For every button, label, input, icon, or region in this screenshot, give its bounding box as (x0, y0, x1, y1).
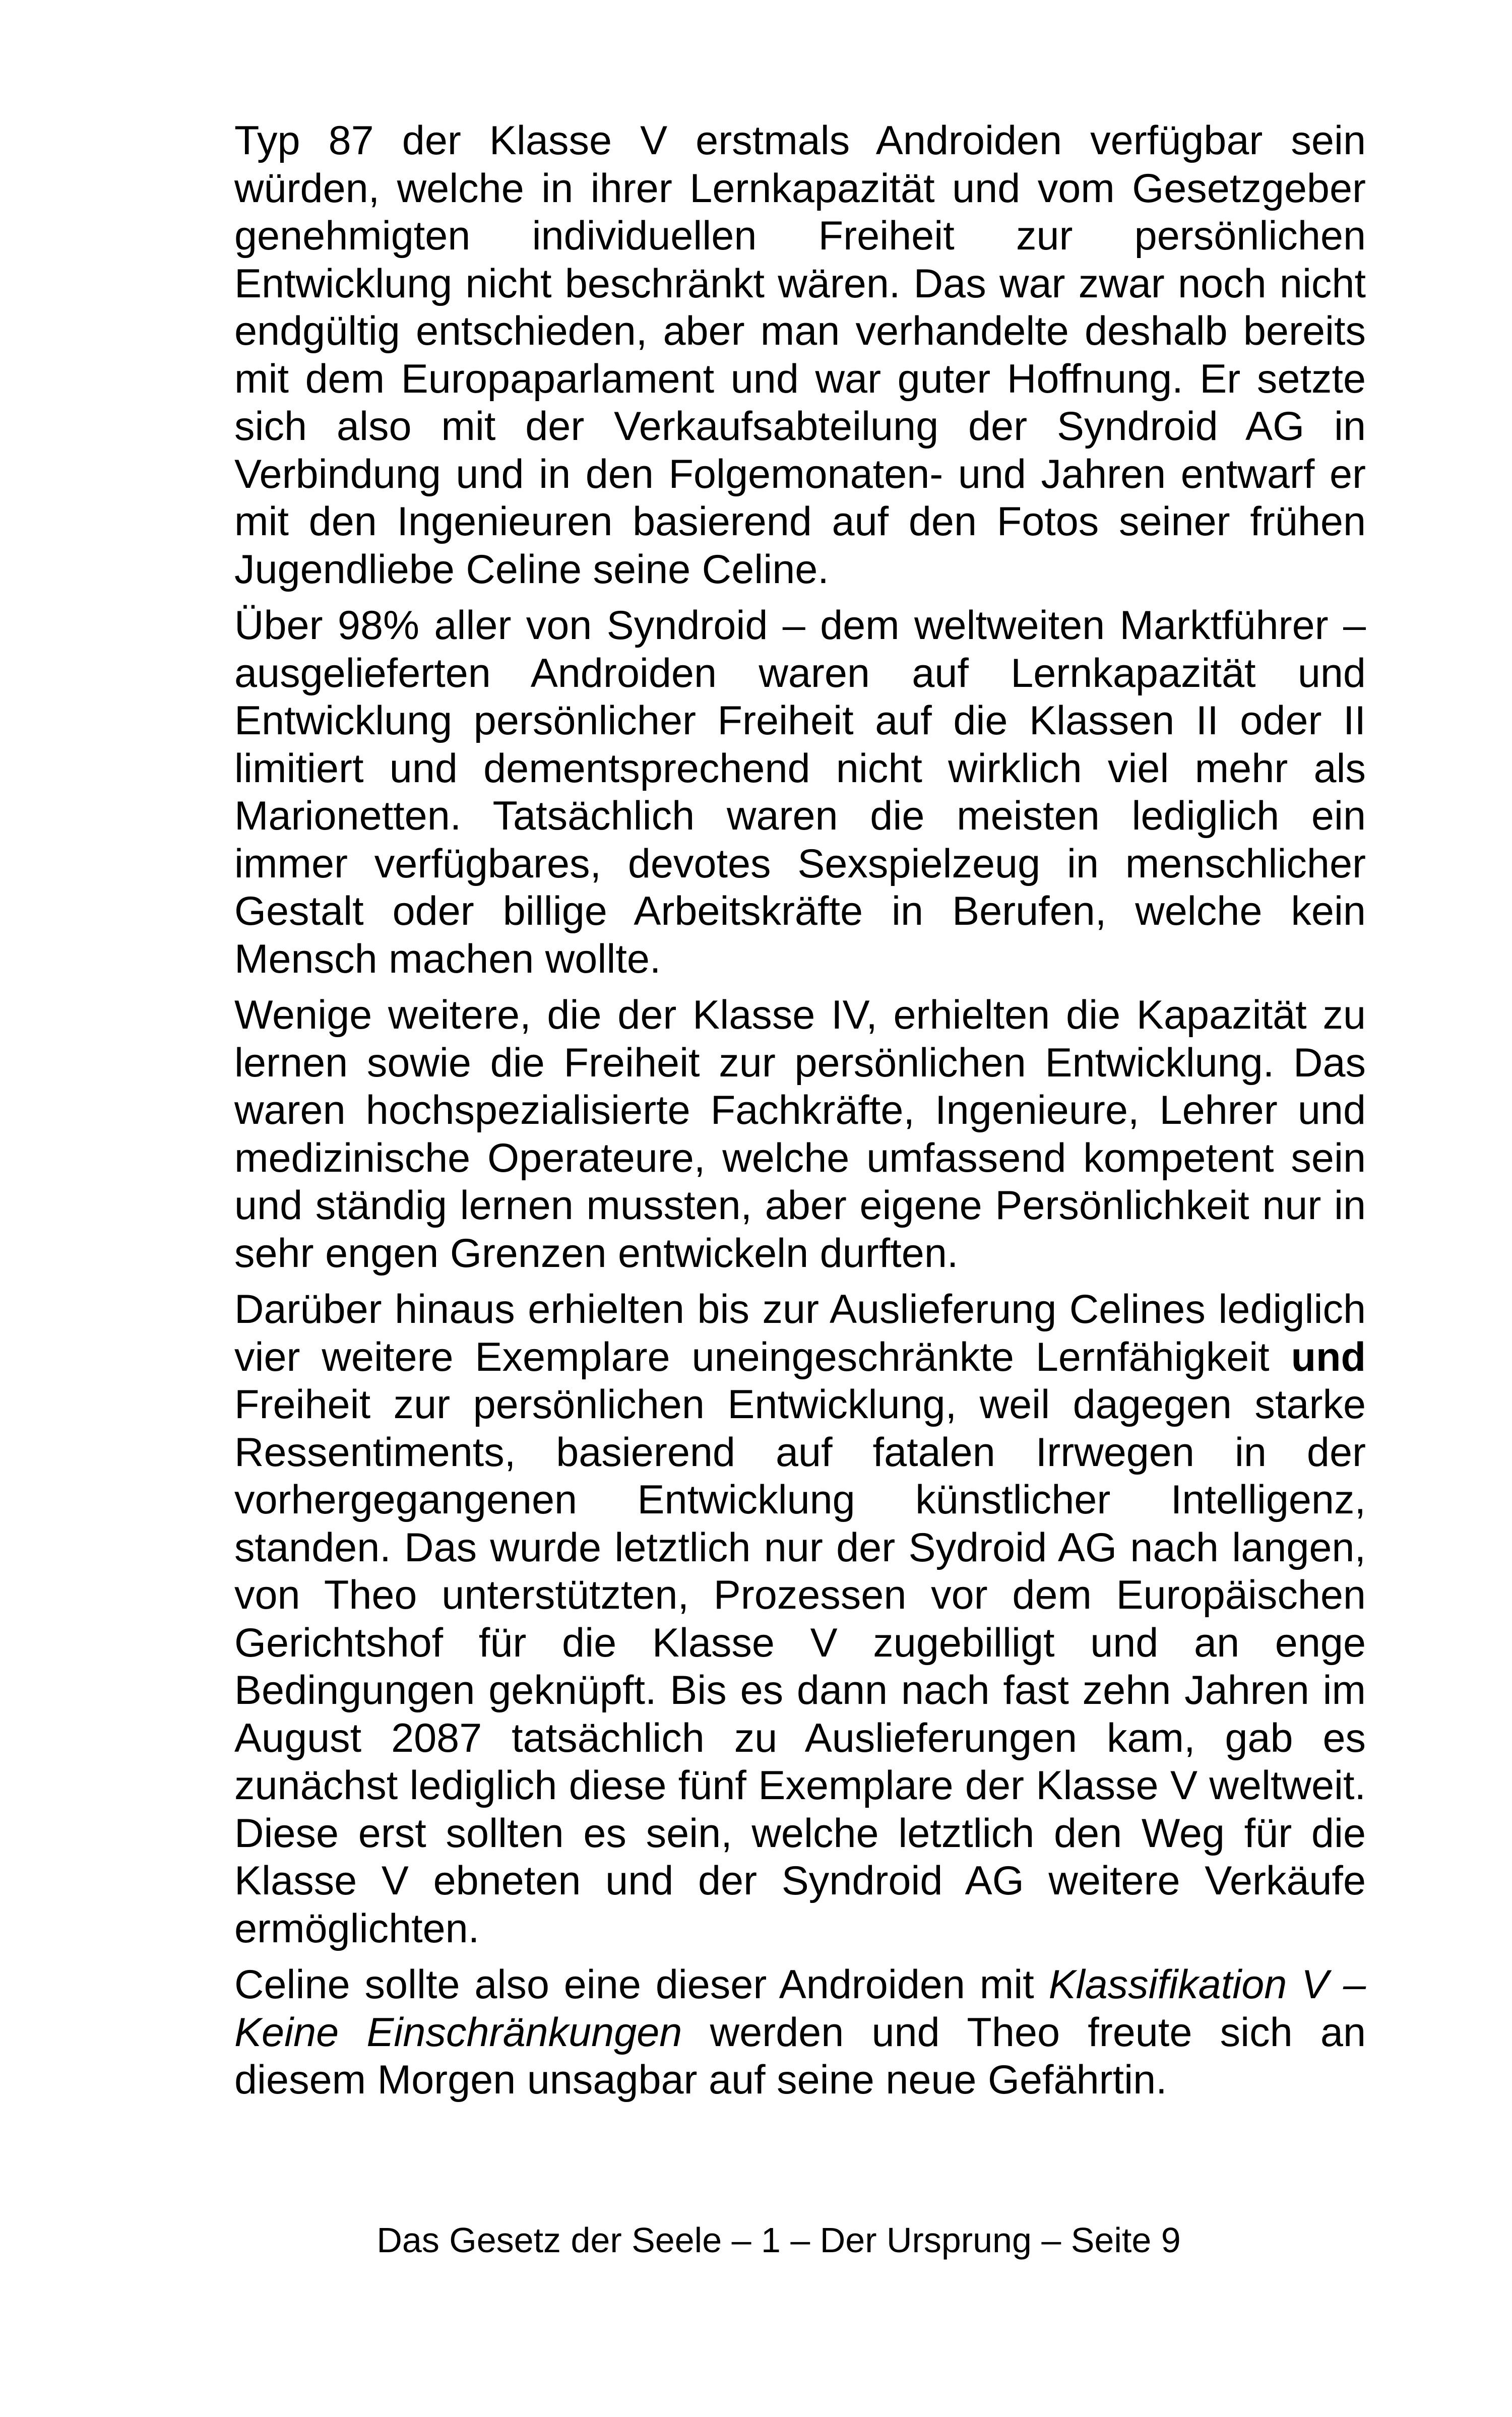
paragraph (234, 117, 1366, 593)
text-run: Wenige weitere, die der Klasse IV, erhielten die Kapazität zu lernen sowie die Freiheit zur persönlichen Entwicklung. Das waren hochspezialisierte Fachkräfte, Ingenieure, Lehrer und medizinische Operateure, welche umfassend kompetent sein und ständig lernen mussten, aber eigene Persönlichkeit nur in sehr engen Grenzen entwickeln durften. (234, 992, 1366, 1276)
text-run: Über 98% aller von Syndroid – dem weltweiten Marktführer – ausgelieferten Androiden waren auf Lernkapazität und Entwicklung persönlicher Freiheit auf die Klassen II oder II limitiert und dementsprechend nicht wirklich viel mehr als Marionetten. Tatsächlich waren die meisten lediglich ein immer verfügbares, devotes Sexspielzeug in menschlicher Gestalt oder billige Arbeitskräfte in Berufen, welche kein Mensch machen wollte. (234, 603, 1366, 982)
paragraph (234, 991, 1366, 1277)
text-run: Celine sollte also eine dieser Androiden mit (234, 1962, 1049, 2007)
text-run: Typ 87 der Klasse V erstmals Androiden verfügbar sein würden, welche in ihrer Lernkapazität und vom Gesetzgeber genehmigten individuellen Freiheit zur persönlichen Entwicklung nicht beschränkt wären. Das war zwar noch nicht endgültig entschieden, aber man verhandelte deshalb bereits mit dem Europaparlament und war guter Hoffnung. Er setzte sich also mit der Verkaufsabteilung der Syndroid AG in Verbindung und in den Folgemonaten- und Jahren entwarf er mit den Ingenieuren basierend auf den Fotos seiner frühen Jugendliebe Celine seine Celine. (234, 118, 1366, 592)
page-body-text (234, 117, 1366, 2104)
text-run: Darüber hinaus erhielten bis zur Auslieferung Celines lediglich vier weitere Exemplare uneingeschränkte Lernfähigkeit (234, 1287, 1366, 1380)
paragraph (234, 1961, 1366, 2104)
bold-text: und (1291, 1334, 1366, 1380)
page-footer: Das Gesetz der Seele – 1 – Der Ursprung – Seite 9 (376, 2220, 1181, 2260)
text-run: werden und Theo freute sich an diesem Morgen unsagbar auf seine neue Gefährtin. (234, 2009, 1366, 2103)
paragraph (234, 602, 1366, 983)
paragraph (234, 1286, 1366, 1952)
italic-text: Klassifikation V – Keine Einschränkungen (234, 1962, 1366, 2055)
text-run: Freiheit zur persönlichen Entwicklung, weil dagegen starke Ressentiments, basierend auf fatalen Irrwegen in der vorhergegangenen Entwicklung künstlicher Intelligenz, standen. Das wurde letztlich nur der Sydroid AG nach langen, von Theo unterstützten, Prozessen vor dem Europäischen Gerichtshof für die Klasse V zugebilligt und an enge Bedingungen geknüpft. Bis es dann nach fast zehn Jahren im August 2087 tatsächlich zu Auslieferungen kam, gab es zunächst lediglich diese fünf Exemplare der Klasse V weltweit. Diese erst sollten es sein, welche letztlich den Weg für die Klasse V ebneten und der Syndroid AG weitere Verkäufe ermöglichten. (234, 1382, 1366, 1951)
